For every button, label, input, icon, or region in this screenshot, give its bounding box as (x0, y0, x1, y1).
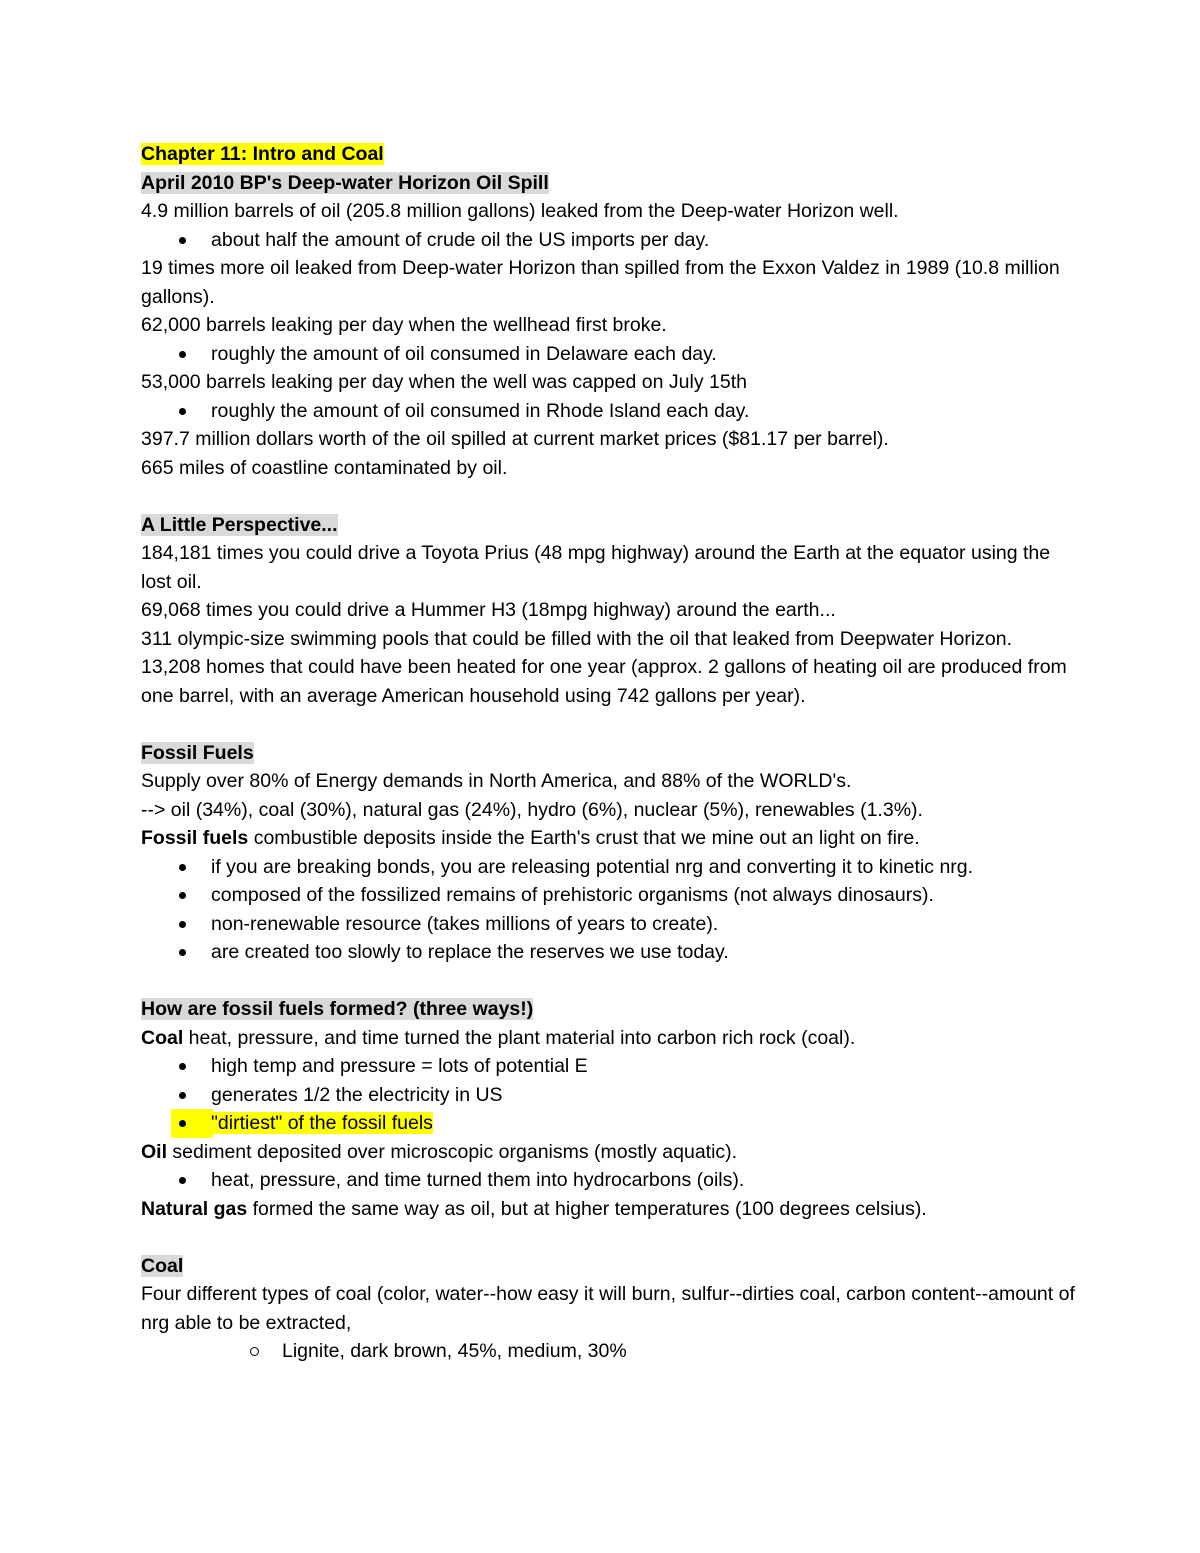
paragraph: 397.7 million dollars worth of the oil spilled at current market prices ($81.17 per barrel). (141, 428, 889, 450)
bullet-item: if you are breaking bonds, you are releasing potential nrg and converting it to kinetic nrg. (141, 853, 1081, 882)
bullet-item: roughly the amount of oil consumed in Rhode Island each day. (141, 397, 1081, 426)
paragraph: 4.9 million barrels of oil (205.8 million gallons) leaked from the Deep-water Horizon well. (141, 200, 899, 222)
sub-bullet-item: Lignite, dark brown, 45%, medium, 30% (141, 1337, 1081, 1366)
spacer (141, 710, 1081, 739)
bullet-text: "dirtiest" of the fossil fuels (211, 1112, 433, 1134)
paragraph: --> oil (34%), coal (30%), natural gas (24%), hydro (6%), nuclear (5%), renewables (1.3%). (141, 798, 923, 821)
bullet-item: high temp and pressure = lots of potential E (141, 1052, 1081, 1081)
paragraph: 69,068 times you could drive a Hummer H3 (18mpg highway) around the earth... (141, 599, 836, 621)
paragraph: 184,181 times you could drive a Toyota Prius (48 mpg highway) around the Earth at the equator using the lost oil. (141, 542, 1051, 593)
bullet-item: are created too slowly to replace the reserves we use today. (141, 938, 1081, 967)
definition-paragraph (141, 1138, 1081, 1167)
definition-text: heat, pressure, and time turned the plant material into carbon rich rock (coal). (183, 1026, 856, 1049)
definition-text: combustible deposits inside the Earth's crust that we mine out an light on fire. (248, 827, 920, 849)
bullet-highlight (171, 1109, 213, 1138)
bullet-item-highlighted (141, 1109, 1081, 1138)
section-heading-fossil-fuels: Fossil Fuels (141, 741, 254, 764)
document-content (141, 140, 1081, 1366)
section-heading-coal: Coal (141, 1254, 184, 1277)
definition-paragraph (141, 824, 1081, 853)
spacer (141, 967, 1081, 996)
definition-paragraph (141, 1024, 1081, 1053)
paragraph: 62,000 barrels leaking per day when the wellhead first broke. (141, 314, 667, 336)
paragraph: 53,000 barrels leaking per day when the well was capped on July 15th (141, 371, 747, 393)
definition-paragraph (141, 1195, 1081, 1224)
paragraph: Supply over 80% of Energy demands in North America, and 88% of the WORLD's. (141, 770, 852, 792)
definition-term: Natural gas (141, 1197, 248, 1220)
definition-text: formed the same way as oil, but at higher temperatures (100 degrees celsius). (247, 1197, 927, 1220)
bullet-item: roughly the amount of oil consumed in Delaware each day. (141, 340, 1081, 369)
spacer (141, 482, 1081, 511)
bullet-item: generates 1/2 the electricity in US (141, 1081, 1081, 1110)
section-heading-oil-spill: April 2010 BP's Deep-water Horizon Oil Spill (141, 171, 549, 194)
section-heading-formation: How are fossil fuels formed? (three ways!) (141, 998, 534, 1020)
paragraph: 19 times more oil leaked from Deep-water Horizon than spilled from the Exxon Valdez in 1989 (10.8 million gallons). (141, 257, 1060, 308)
paragraph: 665 miles of coastline contaminated by oil. (141, 456, 508, 479)
bullet-item: composed of the fossilized remains of prehistoric organisms (not always dinosaurs). (141, 881, 1081, 910)
bullet-item: non-renewable resource (takes millions of years to create). (141, 910, 1081, 939)
bullet-item: heat, pressure, and time turned them into hydrocarbons (oils). (141, 1166, 1081, 1195)
paragraph: Four different types of coal (color, water--how easy it will burn, sulfur--dirties coal, carbon content--amount of nrg able to be extracted, (141, 1283, 1075, 1334)
section-heading-perspective: A Little Perspective... (141, 513, 338, 536)
spacer (141, 1223, 1081, 1252)
bullet-item: about half the amount of crude oil the US imports per day. (141, 226, 1081, 255)
definition-text: sediment deposited over microscopic organisms (mostly aquatic). (167, 1140, 738, 1163)
chapter-title: Chapter 11: Intro and Coal (141, 143, 384, 165)
paragraph: 311 olympic-size swimming pools that could be filled with the oil that leaked from Deepwater Horizon. (141, 627, 1013, 650)
definition-term: Oil (141, 1140, 168, 1163)
definition-term: Fossil fuels (141, 827, 249, 849)
definition-term: Coal (141, 1026, 184, 1049)
paragraph: 13,208 homes that could have been heated for one year (approx. 2 gallons of heating oil are produced from one barrel, with an average American household using 742 gallons per year). (141, 656, 1067, 707)
